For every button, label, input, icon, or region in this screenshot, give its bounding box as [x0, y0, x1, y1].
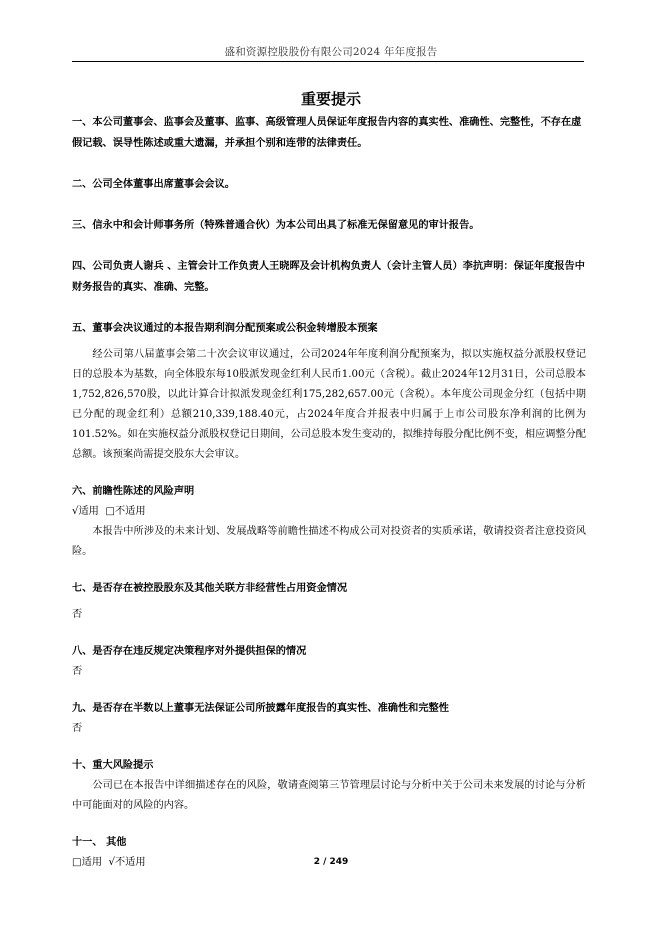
section-1-statement: 一、本公司董事会、监事会及董事、监事、高级管理人员保证年度报告内容的真实性、准确性、完整性，不存在虚假记载、误导性陈述或重大遗漏，并承担个别和连带的法律责任。 — [72, 117, 582, 149]
section-6 — [72, 481, 586, 562]
section-5-body: 经公司第八届董事会第二十次会议审议通过，公司2024年年度利润分配预案为，拟以实施权益分派股权登记日的总股本为基数，向全体股东每10股派发现金红利人民币1.00元（含税）。截止2024年12月31日，公司总股本1,752,826,570股，以此计算合计拟派发现金红利175,282,657.00元（含税）。本年度公司现金分红（包括中期已分配的现金红利）总额210,339,188.40元，占2024年度合并报表中归属于上市公司股东净利润的比例为101.52%。如在实施权益分派股权登记日期间，公司总股本发生变动的，拟维持每股分配比例不变，相应调整分配总额。该预案尚需提交股东大会审议。 — [72, 349, 586, 460]
section-10 — [72, 755, 586, 816]
page-number: 2 / 249 — [313, 857, 349, 867]
not-applicable-checked-option: √不适用 — [108, 857, 146, 868]
section-3 — [72, 215, 586, 236]
section-5 — [72, 318, 586, 465]
section-5-heading: 五、董事会决议通过的本报告期利润分配预案或公积金转增股本预案 — [72, 323, 378, 334]
section-2-statement: 二、公司全体董事出席董事会会议。 — [72, 179, 235, 190]
section-9-answer: 否 — [72, 723, 83, 734]
section-3-statement: 三、信永中和会计师事务所（特殊普通合伙）为本公司出具了标准无保留意见的审计报告。 — [72, 220, 480, 231]
section-6-applicability — [72, 502, 586, 522]
section-7-heading: 七、是否存在被控股股东及其他关联方非经营性占用资金情况 — [72, 583, 348, 594]
section-8 — [72, 641, 586, 682]
section-9-heading: 九、是否存在半数以上董事无法保证公司所披露年度报告的真实性、准确性和完整性 — [72, 703, 449, 714]
page-title: 重要提示 — [300, 90, 361, 108]
section-4-statement: 四、公司负责人谢兵 、主管会计工作负责人王晓晖及会计机构负责人（会计主管人员）李抗声明：保证年度报告中财务报告的真实、准确、完整。 — [72, 261, 585, 293]
section-2 — [72, 174, 586, 195]
main-content — [72, 112, 586, 873]
section-9 — [72, 698, 586, 739]
section-6-heading: 六、前瞻性陈述的风险声明 — [72, 486, 195, 497]
section-10-body: 公司已在本报告中详细描述存在的风险，敬请查阅第三节管理层讨论与分析中关于公司未来发展的讨论与分析中可能面对的风险的内容。 — [72, 780, 586, 811]
not-applicable-option: □不适用 — [105, 506, 146, 517]
section-11-heading: 十一、 其他 — [72, 837, 127, 848]
section-6-body: 本报告中所涉及的未来计划、发展战略等前瞻性描述不构成公司对投资者的实质承诺，敬请投资者注意投资风险。 — [72, 526, 586, 557]
section-7 — [72, 578, 586, 625]
section-7-answer: 否 — [72, 609, 83, 620]
section-4 — [72, 256, 586, 298]
header-divider — [72, 61, 584, 62]
section-8-heading: 八、是否存在违反规定决策程序对外提供担保的情况 — [72, 646, 307, 657]
applicable-checked-option: √适用 — [72, 506, 99, 517]
section-10-heading: 十、重大风险提示 — [72, 760, 154, 771]
running-header: 盛和资源控股股份有限公司2024 年年度报告 — [224, 46, 438, 58]
applicable-option: □适用 — [72, 857, 103, 868]
section-1 — [72, 112, 586, 154]
section-8-answer: 否 — [72, 666, 83, 677]
